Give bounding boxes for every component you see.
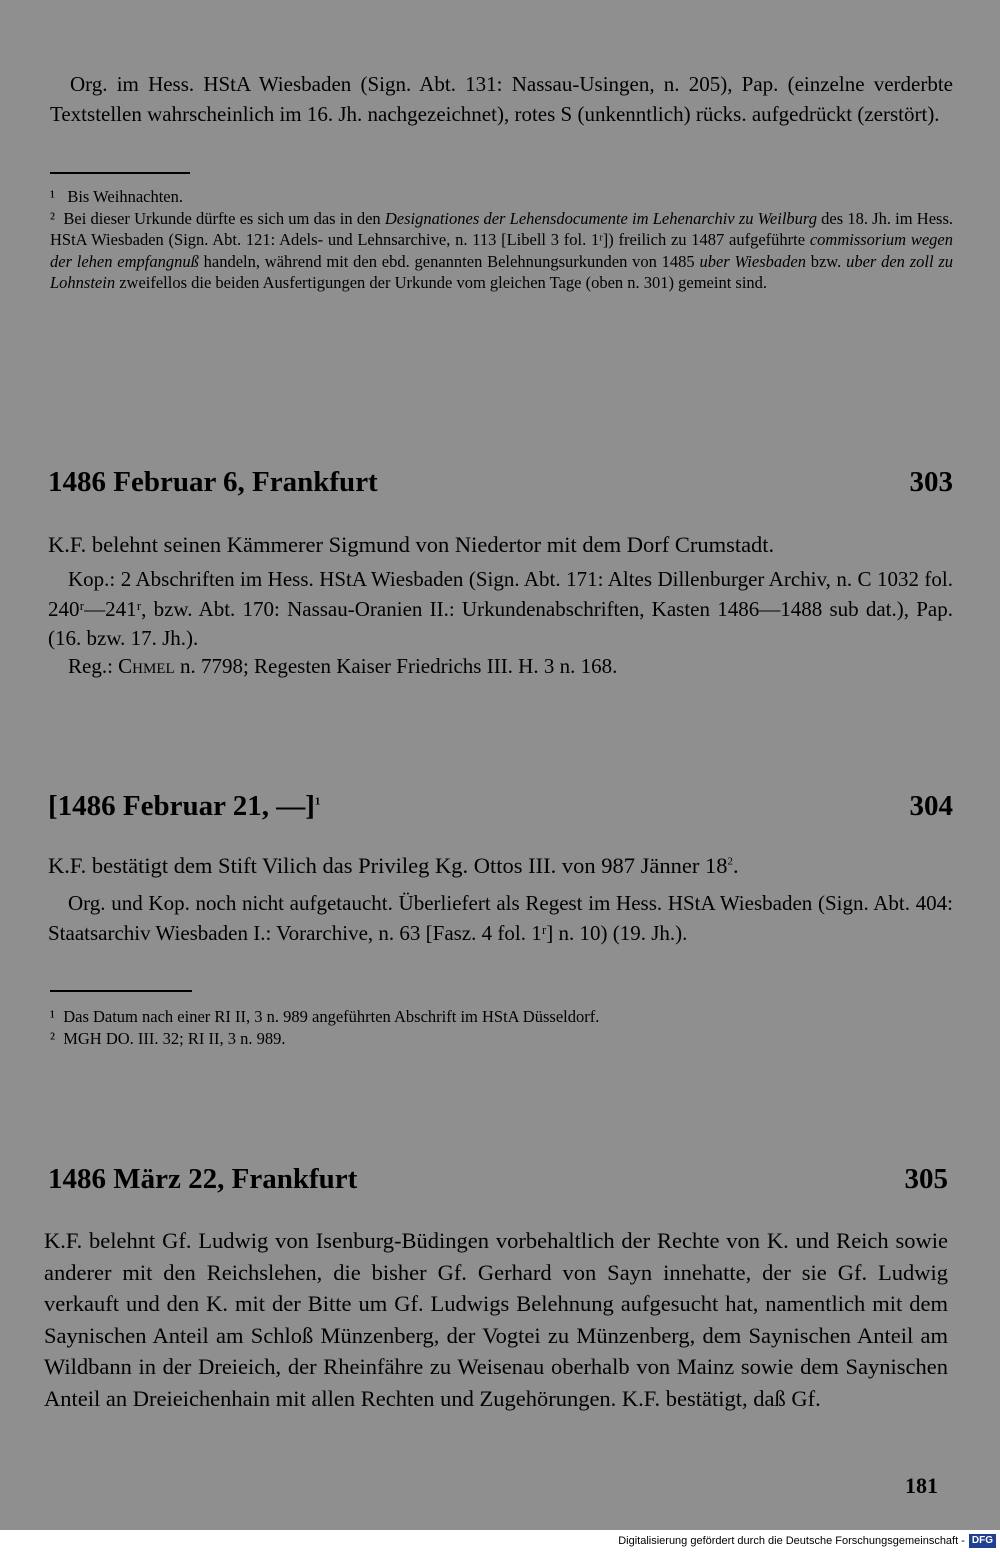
footnote-mark: ² (50, 209, 55, 228)
dfg-logo: DFG (969, 1534, 996, 1548)
footnote-divider (50, 172, 190, 174)
footnote-1-302 (50, 186, 953, 207)
page-number: 181 (905, 1473, 938, 1498)
entry-number: 304 (909, 790, 953, 822)
footnote-quote-italic: commissorium wegen der lehen empfangnuß (50, 230, 953, 271)
regest-label: Reg.: (68, 654, 119, 678)
archive-note-304: Org. und Kop. noch nicht aufgetaucht. Überliefert als Regest im Hess. HStA Wiesbaden (Sign. Abt. 404: Staatsarchiv Wiesbaden I.: Vorarchive, n. 63 [Fasz. 4 fol. 1ʳ] n. 10) (19. Jh.). (48, 891, 953, 945)
footnote-mark: ¹ (50, 187, 55, 206)
footnote-ref: 1 (314, 795, 321, 808)
footnote-2-304 (50, 1028, 953, 1049)
entry-date: 1486 Februar 6, Frankfurt (48, 466, 378, 498)
entry-heading-304 (48, 789, 953, 823)
digitization-footer (0, 1530, 1000, 1552)
regest-text: n. 7798; Regesten Kaiser Friedrichs III. H. 3 n. 168. (174, 654, 618, 678)
footnote-1-304 (50, 1006, 953, 1027)
footnote-quote-italic: uber Wiesbaden (699, 251, 806, 271)
summary-text: K.F. bestätigt dem Stift Vilich das Privileg Kg. Ottos III. von 987 Jänner 18 (48, 853, 728, 878)
footnote-divider (50, 990, 192, 992)
copy-note-303: Kop.: 2 Abschriften im Hess. HStA Wiesbaden (Sign. Abt. 171: Altes Dillenburger Archiv, n. C 1032 fol. 240ʳ—241ʳ, bzw. Abt. 170: Nassau-Oranien II.: Urkundenabschriften, Kasten 1486—1488 sub dat.), Pap. (16. bzw. 17. Jh.). (48, 567, 953, 650)
entry-summary-303: K.F. belehnt seinen Kämmerer Sigmund von Niedertor mit dem Dorf Crumstadt. (48, 532, 775, 557)
footnote-text: des 18. Jh. im Hess. HStA Wiesbaden (Sign. Abt. 121: Adels- und Lehnsarchive, n. 113 [Libell 3 fol. 1ʳ]) freilich zu 1487 aufgeführte (50, 209, 953, 250)
footnote-text: Das Datum nach einer RI II, 3 n. 989 angeführten Abschrift im HStA Düsseldorf. (63, 1007, 600, 1026)
summary-text: . (733, 853, 739, 878)
footnote-text: handeln, während mit den ebd. genannten Belehnungsurkunden von 1485 (198, 251, 700, 271)
footnote-mark: ¹ (50, 1007, 55, 1026)
entry-heading-305 (48, 1162, 948, 1196)
footnote-mark: ² (50, 1029, 55, 1048)
footnote-2-302 (50, 208, 953, 293)
regest-note-303 (68, 652, 953, 682)
entry-heading-303 (48, 465, 953, 499)
footnote-title-italic: Designationes der Lehensdocumente im Lehenarchiv zu Weilburg (384, 209, 817, 228)
footer-credit-text: Digitalisierung gefördert durch die Deutsche Forschungsgemeinschaft - (618, 1535, 965, 1547)
footnote-text: zweifellos die beiden Ausfertigungen der Urkunde vom gleichen Tage (oben n. 301) gemeint sind. (115, 272, 768, 292)
footnote-text: Bis Weihnachten. (67, 187, 184, 206)
entry-date: 1486 März 22, Frankfurt (48, 1163, 358, 1195)
archive-note-302: Org. im Hess. HStA Wiesbaden (Sign. Abt. 131: Nassau-Usingen, n. 205), Pap. (einzelne verderbte Textstellen wahrscheinlich im 16. Jh. nachgezeichnet), rotes S (unkenntlich) rücks. aufgedrückt (zerstört). (50, 72, 953, 126)
regest-author: Chmel (118, 654, 175, 678)
footnote-ref: 2 (727, 855, 733, 868)
entry-summary-305: K.F. belehnt Gf. Ludwig von Isenburg-Büdingen vorbehaltlich der Rechte von K. und Reich sowie anderer mit den Reichslehen, die bisher Gf. Gerhard von Sayn innehatte, der sie Gf. Ludwig verkauft und den K. mit der Bitte um Gf. Ludwigs Belehnung aufgesucht hat, namentlich mit dem Saynischen Anteil am Schloß Münzenberg, der Vogtei zu Münzenberg, dem Saynischen Anteil am Wildbann in der Dreieich, der Rheinfähre zu Weisenau oberhalb von Mainz sowie dem Saynischen Anteil an Dreieichenhain mit allen Rechten und Zugehörungen. K.F. bestätigt, daß Gf. (44, 1228, 948, 1411)
footnote-text: MGH DO. III. 32; RI II, 3 n. 989. (63, 1029, 286, 1048)
entry-summary-304 (48, 851, 953, 881)
entry-date: [1486 Februar 21, —] (48, 790, 315, 822)
footnote-text: bzw. (805, 251, 847, 271)
entry-number: 305 (904, 1163, 948, 1195)
entry-number: 303 (909, 466, 953, 498)
footnote-quote-italic: uber den zoll zu Lohnstein (50, 251, 953, 292)
footnote-text: Bei dieser Urkunde dürfte es sich um das in den (63, 209, 385, 228)
